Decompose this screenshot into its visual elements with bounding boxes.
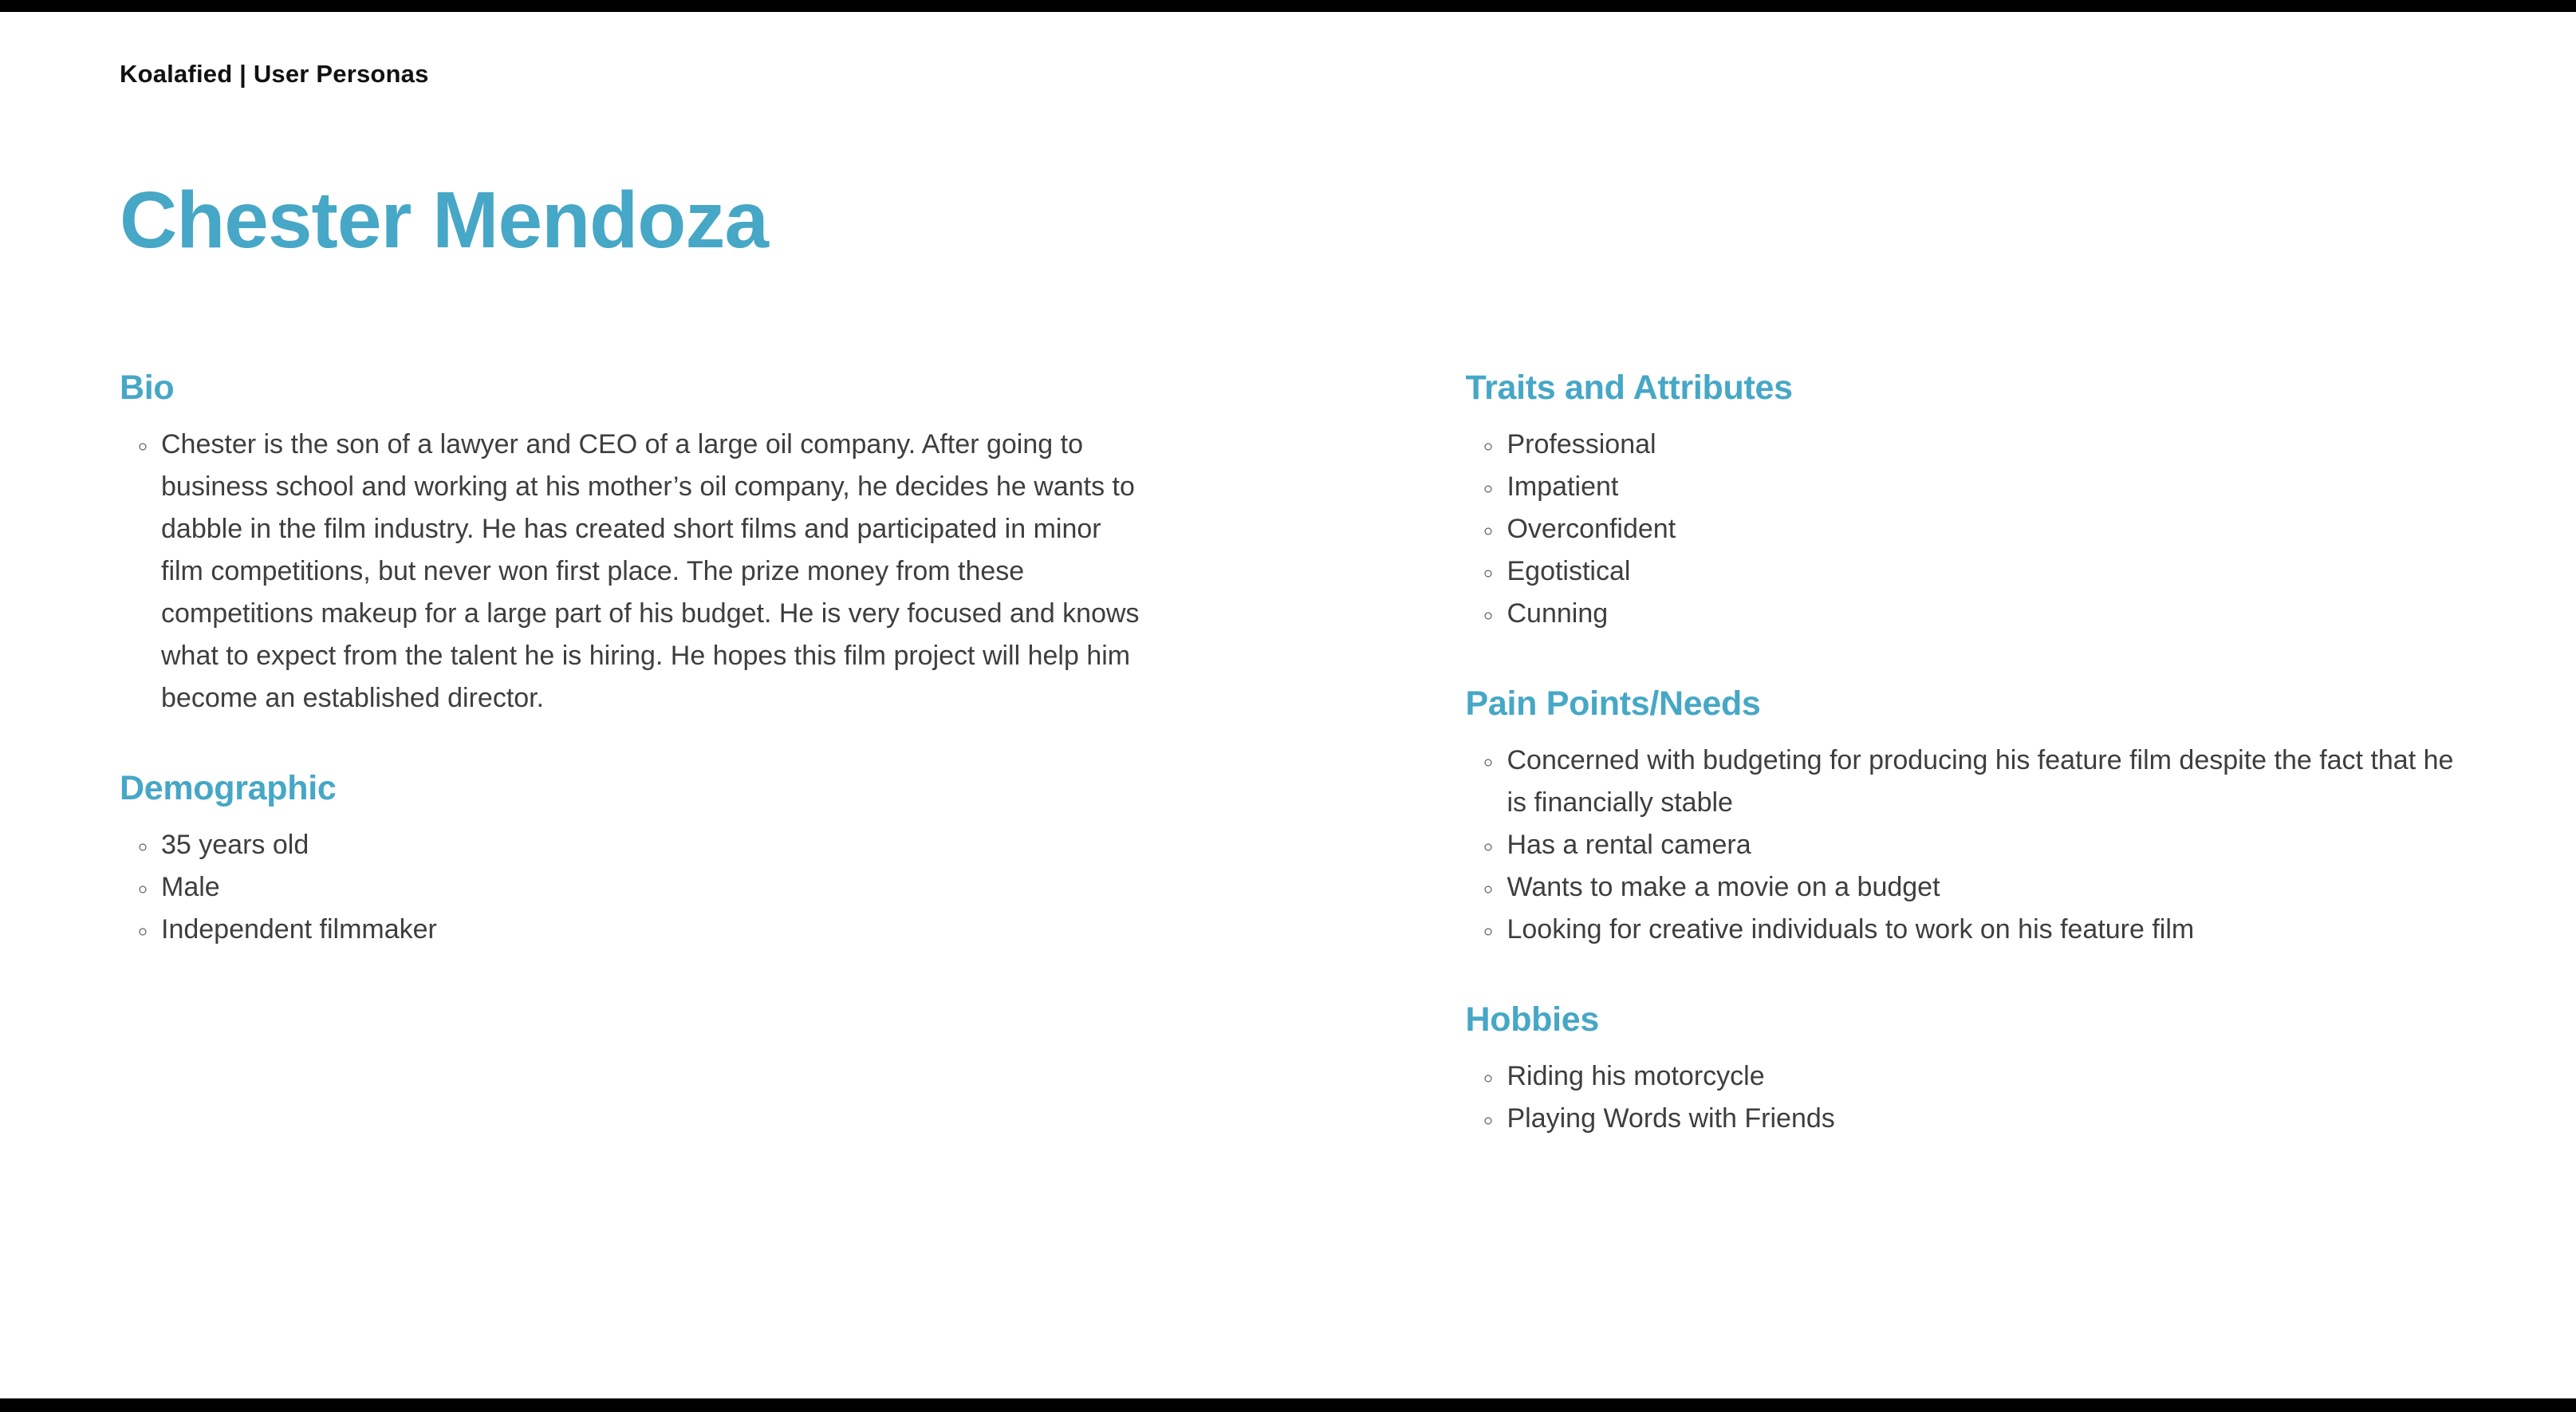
list-item: ◦ Wants to make a movie on a budget <box>1503 866 2472 909</box>
right-column <box>1465 369 2472 1140</box>
list-item: ◦ Impatient <box>1503 466 2472 508</box>
list-item: ◦ 35 years old <box>158 824 1142 866</box>
demographic-list <box>120 824 1142 951</box>
top-edge-bar <box>0 0 2576 12</box>
hobbies-list <box>1465 1055 2472 1140</box>
bottom-edge-bar <box>0 1398 2576 1412</box>
section-traits <box>1465 369 2472 635</box>
list-item: ◦ Looking for creative individuals to work on his feature film <box>1503 909 2472 951</box>
section-demographic <box>120 769 1142 951</box>
pain-points-heading: Pain Points/Needs <box>1465 684 1761 724</box>
traits-heading: Traits and Attributes <box>1465 369 1793 407</box>
list-item: ◦ Independent filmmaker <box>158 909 1142 951</box>
breadcrumb: Koalafied | User Personas <box>120 60 429 88</box>
traits-list <box>1465 424 2472 635</box>
list-item: ◦ Egotistical <box>1503 550 2472 593</box>
list-item: ◦ Professional <box>1503 424 2472 466</box>
list-item: ◦ Riding his motorcycle <box>1503 1055 2472 1098</box>
section-bio <box>120 369 1142 720</box>
bio-heading: Bio <box>120 369 175 407</box>
two-column-layout <box>120 369 2472 1140</box>
list-item: ◦ Overconfident <box>1503 508 2472 550</box>
page-title: Chester Mendoza <box>120 176 768 265</box>
section-pain-points <box>1465 684 2472 951</box>
list-item: ◦ Cunning <box>1503 593 2472 635</box>
section-hobbies <box>1465 1000 2472 1140</box>
list-item: ◦ Male <box>158 866 1142 909</box>
list-item: ◦ Has a rental camera <box>1503 824 2472 866</box>
bio-list <box>120 424 1142 720</box>
column-gap <box>1142 369 1465 1140</box>
pain-points-list <box>1465 740 2472 951</box>
left-column <box>120 369 1142 1140</box>
hobbies-heading: Hobbies <box>1465 1000 1600 1039</box>
list-item: ◦ Chester is the son of a lawyer and CEO of a large oil company. After going to business school and working at his mother’s oil company, he decides he wants to dabble in the film industry. He has created short films and participated in minor film competitions, but never won first place. The prize money from these competitions makeup for a large part of his budget. He is very focused and knows what to expect from the talent he is hiring. He hopes this film project will help him become an established director. <box>158 424 1142 720</box>
demographic-heading: Demographic <box>120 769 337 808</box>
list-item: ◦ Playing Words with Friends <box>1503 1098 2472 1140</box>
list-item: ◦ Concerned with budgeting for producing his feature film despite the fact that he is financially stable <box>1503 740 2472 824</box>
